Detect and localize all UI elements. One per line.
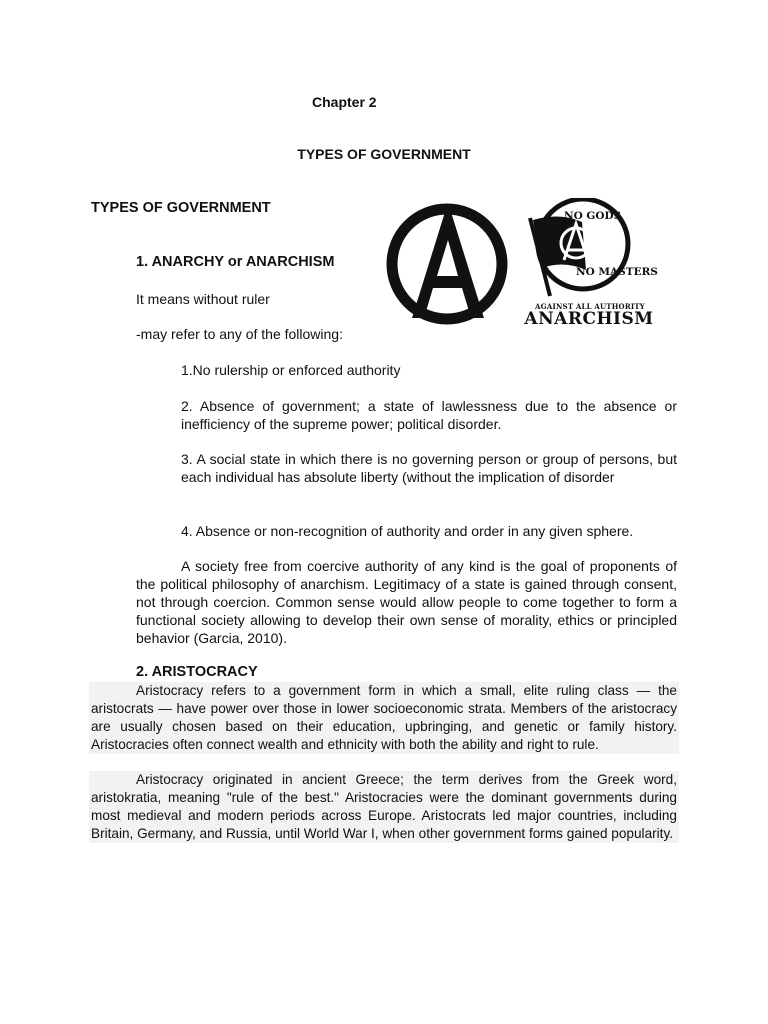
- circle-a-anarchy-logo: [385, 200, 509, 327]
- list-item: 1.No rulership or enforced authority: [181, 362, 401, 378]
- no-masters-text: NO MASTERS: [576, 266, 658, 278]
- aristocracy-paragraph-2: Aristocracy originated in ancient Greece; the term derives from the Greek word, aristokratia, meaning "rule of the best." Aristocracies were the dominant governments during most medieval and modern periods across Europe. Aristocrats led major countries, including Britain, Germany, and Russia, until World War I, when other government forms gained popularity.: [91, 772, 677, 841]
- chapter-title: Chapter 2: [312, 94, 377, 110]
- aristocracy-heading: 2. ARISTOCRACY: [136, 664, 258, 680]
- anarchism-wordmark: ANARCHISM: [524, 309, 654, 329]
- no-gods-text: NO GODS: [564, 210, 622, 222]
- anarchy-heading: 1. ANARCHY or ANARCHISM: [136, 254, 335, 270]
- list-item: 3. A social state in which there is no governing person or group of persons, but each individual has absolute liberty (without the implication of disorder: [181, 451, 677, 485]
- list-item: 4. Absence or non-recognition of authority and order in any given sphere.: [181, 523, 634, 539]
- anarchy-meaning: It means without ruler: [136, 291, 270, 307]
- page-title: TYPES OF GOVERNMENT: [297, 146, 471, 162]
- no-gods-no-masters-logo: [520, 198, 658, 334]
- aristocracy-paragraph-1: Aristocracy refers to a government form in which a small, elite ruling class — the aristocrats — have power over those in lower socioeconomic strata. Members of the aristocracy are usually chosen based on their education, upbringing, and genetic or family history. Aristocracies often connect wealth and ethnicity with both the ability and right to rule.: [91, 683, 677, 752]
- against-authority-text: AGAINST ALL AUTHORITY: [535, 302, 645, 311]
- section-heading: TYPES OF GOVERNMENT: [91, 200, 271, 216]
- list-item: 2. Absence of government; a state of lawlessness due to the absence or inefficiency of the supreme power; political disorder.: [181, 398, 677, 432]
- anarchy-refers: -may refer to any of the following:: [136, 326, 343, 342]
- anarchy-paragraph: A society free from coercive authority of any kind is the goal of proponents of the political philosophy of anarchism. Legitimacy of a state is gained through consent, not through coercion. Common sense would allow people to come together to form a functional society allowing to develop their own sense of morality, ethics or principled behavior (Garcia, 2010).: [136, 558, 677, 646]
